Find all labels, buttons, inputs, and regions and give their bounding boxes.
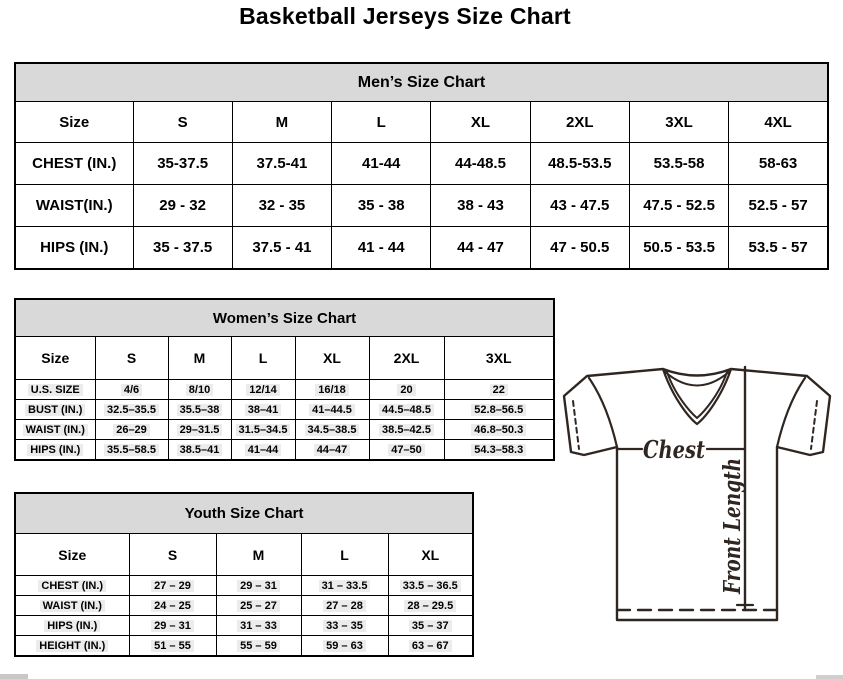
column-header-cell: M	[232, 102, 331, 143]
column-header-cell: L	[231, 337, 295, 380]
value-cell: 35 – 37	[388, 616, 473, 636]
womens-size-chart-table	[14, 298, 555, 461]
value-cell: 63 – 67	[388, 636, 473, 657]
value-cell: 34.5–38.5	[295, 420, 369, 440]
value-cell: 25 – 27	[216, 596, 301, 616]
table-title: Youth Size Chart	[15, 493, 473, 534]
size-corner-label: Size	[15, 337, 95, 380]
value-cell: 26–29	[95, 420, 168, 440]
value-cell: 43 - 47.5	[530, 185, 629, 227]
value-cell: 29 – 31	[216, 576, 301, 596]
value-cell: 33 – 35	[301, 616, 388, 636]
value-cell: 47.5 - 52.5	[629, 185, 728, 227]
table-row	[15, 102, 828, 143]
value-cell: 12/14	[231, 380, 295, 400]
value-cell: 50.5 - 53.5	[629, 227, 728, 270]
value-cell: 29 – 31	[129, 616, 216, 636]
value-cell: 41 - 44	[332, 227, 431, 270]
value-cell: 29 - 32	[133, 185, 232, 227]
value-cell: 41-44	[332, 143, 431, 185]
column-header-cell: XL	[388, 534, 473, 576]
table-title: Women’s Size Chart	[15, 299, 554, 337]
value-cell: 47–50	[369, 440, 444, 461]
value-cell: 22	[444, 380, 554, 400]
value-cell: 53.5 - 57	[729, 227, 828, 270]
value-cell: 47 - 50.5	[530, 227, 629, 270]
value-cell: 27 – 28	[301, 596, 388, 616]
value-cell: 58-63	[729, 143, 828, 185]
scrollbar-fragment-left	[0, 674, 28, 679]
row-label-cell: HIPS (IN.)	[15, 227, 133, 270]
youth-size-chart-table	[14, 492, 474, 657]
value-cell: 33.5 – 36.5	[388, 576, 473, 596]
value-cell: 37.5-41	[232, 143, 331, 185]
value-cell: 35 - 37.5	[133, 227, 232, 270]
column-header-cell: L	[332, 102, 431, 143]
value-cell: 59 – 63	[301, 636, 388, 657]
value-cell: 35 - 38	[332, 185, 431, 227]
value-cell: 31 – 33	[216, 616, 301, 636]
column-header-cell: S	[95, 337, 168, 380]
column-header-cell: 2XL	[369, 337, 444, 380]
row-label-cell: WAIST(IN.)	[15, 185, 133, 227]
jersey-measurement-diagram	[560, 362, 840, 628]
table-row	[15, 616, 473, 636]
table-row	[15, 337, 554, 380]
column-header-cell: 2XL	[530, 102, 629, 143]
value-cell: 16/18	[295, 380, 369, 400]
value-cell: 32.5–35.5	[95, 400, 168, 420]
column-header-cell: S	[133, 102, 232, 143]
value-cell: 44–47	[295, 440, 369, 461]
row-label-cell: CHEST (IN.)	[15, 143, 133, 185]
value-cell: 35.5–38	[168, 400, 231, 420]
row-label-cell: HEIGHT (IN.)	[15, 636, 129, 657]
table-row	[15, 493, 473, 534]
column-header-cell: M	[168, 337, 231, 380]
value-cell: 38.5–42.5	[369, 420, 444, 440]
value-cell: 38–41	[231, 400, 295, 420]
value-cell: 52.8–56.5	[444, 400, 554, 420]
value-cell: 8/10	[168, 380, 231, 400]
column-header-cell: XL	[431, 102, 530, 143]
row-label-cell: HIPS (IN.)	[15, 616, 129, 636]
table-row	[15, 380, 554, 400]
value-cell: 53.5-58	[629, 143, 728, 185]
value-cell: 35.5–58.5	[95, 440, 168, 461]
value-cell: 35-37.5	[133, 143, 232, 185]
table-row	[15, 227, 828, 270]
chest-label: Chest	[643, 435, 705, 464]
table-row	[15, 636, 473, 657]
value-cell: 52.5 - 57	[729, 185, 828, 227]
value-cell: 51 – 55	[129, 636, 216, 657]
column-header-cell: M	[216, 534, 301, 576]
value-cell: 54.3–58.3	[444, 440, 554, 461]
value-cell: 24 – 25	[129, 596, 216, 616]
value-cell: 41–44	[231, 440, 295, 461]
row-label-cell: BUST (IN.)	[15, 400, 95, 420]
table-row	[15, 185, 828, 227]
table-row	[15, 440, 554, 461]
table-row	[15, 299, 554, 337]
table-row	[15, 400, 554, 420]
value-cell: 27 – 29	[129, 576, 216, 596]
value-cell: 38 - 43	[431, 185, 530, 227]
page-title: Basketball Jerseys Size Chart	[239, 3, 571, 29]
size-corner-label: Size	[15, 102, 133, 143]
value-cell: 31.5–34.5	[231, 420, 295, 440]
table-row	[15, 420, 554, 440]
value-cell: 46.8–50.3	[444, 420, 554, 440]
value-cell: 55 – 59	[216, 636, 301, 657]
row-label-cell: WAIST (IN.)	[15, 596, 129, 616]
value-cell: 28 – 29.5	[388, 596, 473, 616]
value-cell: 29–31.5	[168, 420, 231, 440]
value-cell: 44.5–48.5	[369, 400, 444, 420]
column-header-cell: XL	[295, 337, 369, 380]
column-header-cell: 4XL	[729, 102, 828, 143]
column-header-cell: 3XL	[444, 337, 554, 380]
table-row	[15, 143, 828, 185]
value-cell: 31 – 33.5	[301, 576, 388, 596]
value-cell: 44 - 47	[431, 227, 530, 270]
value-cell: 48.5-53.5	[530, 143, 629, 185]
value-cell: 37.5 - 41	[232, 227, 331, 270]
value-cell: 44-48.5	[431, 143, 530, 185]
value-cell: 32 - 35	[232, 185, 331, 227]
row-label-cell: U.S. SIZE	[15, 380, 95, 400]
column-header-cell: L	[301, 534, 388, 576]
row-label-cell: HIPS (IN.)	[15, 440, 95, 461]
column-header-cell: S	[129, 534, 216, 576]
table-row	[15, 596, 473, 616]
value-cell: 38.5–41	[168, 440, 231, 461]
size-corner-label: Size	[15, 534, 129, 576]
table-title: Men’s Size Chart	[15, 63, 828, 102]
table-row	[15, 63, 828, 102]
scrollbar-fragment-right	[816, 675, 843, 679]
value-cell: 20	[369, 380, 444, 400]
front-length-label: Front Length	[719, 424, 746, 594]
row-label-cell: WAIST (IN.)	[15, 420, 95, 440]
row-label-cell: CHEST (IN.)	[15, 576, 129, 596]
mens-size-chart-table	[14, 62, 829, 270]
value-cell: 4/6	[95, 380, 168, 400]
value-cell: 41–44.5	[295, 400, 369, 420]
table-row	[15, 534, 473, 576]
table-row	[15, 576, 473, 596]
column-header-cell: 3XL	[629, 102, 728, 143]
